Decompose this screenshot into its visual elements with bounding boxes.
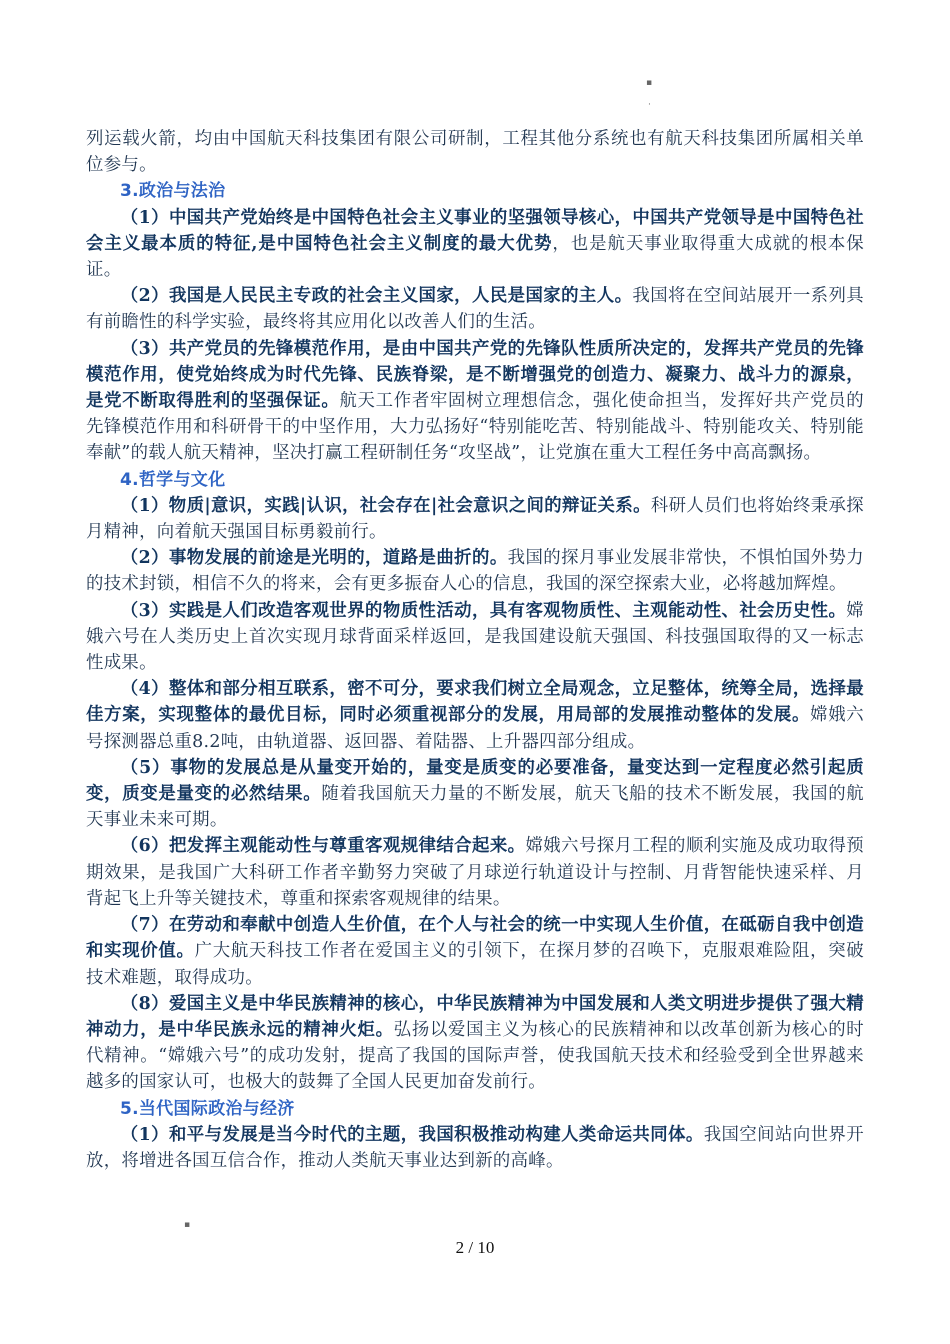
bold-text: （5）事物的发展总是从量变开始的，量变是质变的必要准备，量变达到一定程度必然引起质变，质变是量变的必然结果。	[86, 757, 864, 805]
body-text: 我国空间站向世界开放，将增进各国互信合作，推动人类航天事业达到新的高峰。	[86, 1124, 864, 1171]
bold-text: （4）整体和部分相互联系，密不可分，要求我们树立全局观念，立足整体，统筹全局，选择最佳方案，实现整体的最优目标，同时必须重视部分的发展，用局部的发展推动整体的发展。	[86, 679, 864, 726]
bold-text: （2）事物发展的前途是光明的，道路是曲折的。	[120, 548, 508, 569]
bold-text: （7）在劳动和奉献中创造人生价值，在个人与社会的统一中实现人生价值，在砥砺自我中创造和实现价值。	[86, 915, 864, 962]
bold-text: （1）物质|意识，实践|认识，社会存在|社会意识之间的辩证关系。	[120, 495, 651, 516]
paragraph	[86, 912, 864, 991]
bold-text: （3）实践是人们改造客观世界的物质性活动，具有客观物质性、主观能动性、社会历史性。	[120, 600, 847, 621]
bold-text: （6）把发挥主观能动性与尊重客观规律结合起来。	[120, 836, 526, 857]
bold-text: （1）中国共产党始终是中国特色社会主义事业的坚强领导核心，中国共产党领导是中国特色社会主义最本质的特征,是中国特色社会主义制度的最大优势	[86, 207, 864, 254]
section-heading: 4.哲学与文化	[120, 469, 226, 490]
paragraph	[86, 598, 864, 677]
paragraph	[86, 833, 864, 912]
paragraph	[86, 755, 864, 834]
paragraph	[86, 545, 864, 597]
body-text: ，也是航天事业取得重大成就的根本保证。	[86, 233, 864, 281]
header-mark: ▪	[646, 78, 653, 88]
body-text: 列运载火箭，均由中国航天科技集团有限公司研制，工程其他分系统也有航天科技集团所属相关单位参与。	[86, 129, 864, 176]
page-number: 2 / 10	[455, 1238, 495, 1257]
section-heading: 5.当代国际政治与经济	[120, 1098, 295, 1119]
bold-text: （8）爱国主义是中华民族精神的核心，中华民族精神为中国发展和人类文明进步提供了强大精神动力，是中华民族永远的精神火炬。	[86, 993, 864, 1040]
body-text: 随着我国航天力量的不断发展，航天飞船的技术不断发展，我国的航天事业未来可期。	[86, 784, 864, 831]
paragraph	[86, 205, 864, 284]
paragraph	[86, 126, 864, 178]
paragraph	[86, 1122, 864, 1174]
body-text: 我国的探月事业发展非常快，不惧怕国外势力的技术封锁，相信不久的将来，会有更多振奋人心的信息，我国的深空探索大业，必将越加辉煌。	[86, 548, 864, 595]
body-text: 弘扬以爱国主义为核心的民族精神和以改革创新为核心的时代精神。“嫦娥六号”的成功发射，提高了我国的国际声誉，使我国航天技术和经验受到全世界越来越多的国家认可，也极大的鼓舞了全国人民更加奋发前行。	[86, 1019, 864, 1093]
body-text: 嫦娥六号探测器总重8.2吨，由轨道器、返回器、着陆器、上升器四部分组成。	[86, 705, 864, 752]
bold-text: （2）我国是人民民主专政的社会主义国家，人民是国家的主人。	[120, 286, 633, 307]
footer-mark: ▪	[184, 1220, 191, 1230]
body-text: 我国将在空间站展开一系列具有前瞻性的科学实验，最终将其应用化以改善人们的生活。	[86, 286, 864, 333]
header-mark-2: ·	[648, 100, 651, 110]
paragraph	[86, 676, 864, 755]
section-heading: 3.政治与法治	[120, 181, 226, 202]
document-body	[86, 126, 864, 1174]
bold-text: （1）和平与发展是当今时代的主题，我国积极推动构建人类命运共同体。	[120, 1124, 704, 1145]
paragraph	[86, 283, 864, 335]
body-text: 广大航天科技工作者在爱国主义的引领下，在探月梦的召唤下，克服艰难险阻，突破技术难题，取得成功。	[86, 941, 864, 988]
bold-text: （3）共产党员的先锋模范作用，是由中国共产党的先锋队性质所决定的，发挥共产党员的先锋模范作用，使党始终成为时代先锋、民族脊梁，是不断增强党的创造力、凝聚力、战斗力的源泉，是党不断取得胜利的坚强保证。	[86, 338, 864, 412]
paragraph	[86, 493, 864, 545]
body-text: 科研人员们也将始终秉承探月精神，向着航天强国目标勇毅前行。	[86, 495, 864, 543]
body-text: 航天工作者牢固树立理想信念，强化使命担当，发挥好共产党员的先锋模范作用和科研骨干的中坚作用，大力弘扬好“特别能吃苦、特别能战斗、特别能攻关、特别能奉献”的载人航天精神，坚决打赢工程研制任务“攻坚战”，让党旗在重大工程任务中高高飘扬。	[86, 391, 864, 464]
paragraph	[86, 991, 864, 1096]
body-text: 嫦娥六号在人类历史上首次实现月球背面采样返回，是我国建设航天强国、科技强国取得的又一标志性成果。	[86, 600, 864, 674]
body-text: 嫦娥六号探月工程的顺利实施及成功取得预期效果，是我国广大科研工作者辛勤努力突破了月球逆行轨道设计与控制、月背智能快速采样、月背起飞上升等关键技术，尊重和探索客观规律的结果。	[86, 836, 864, 909]
paragraph	[86, 336, 864, 467]
